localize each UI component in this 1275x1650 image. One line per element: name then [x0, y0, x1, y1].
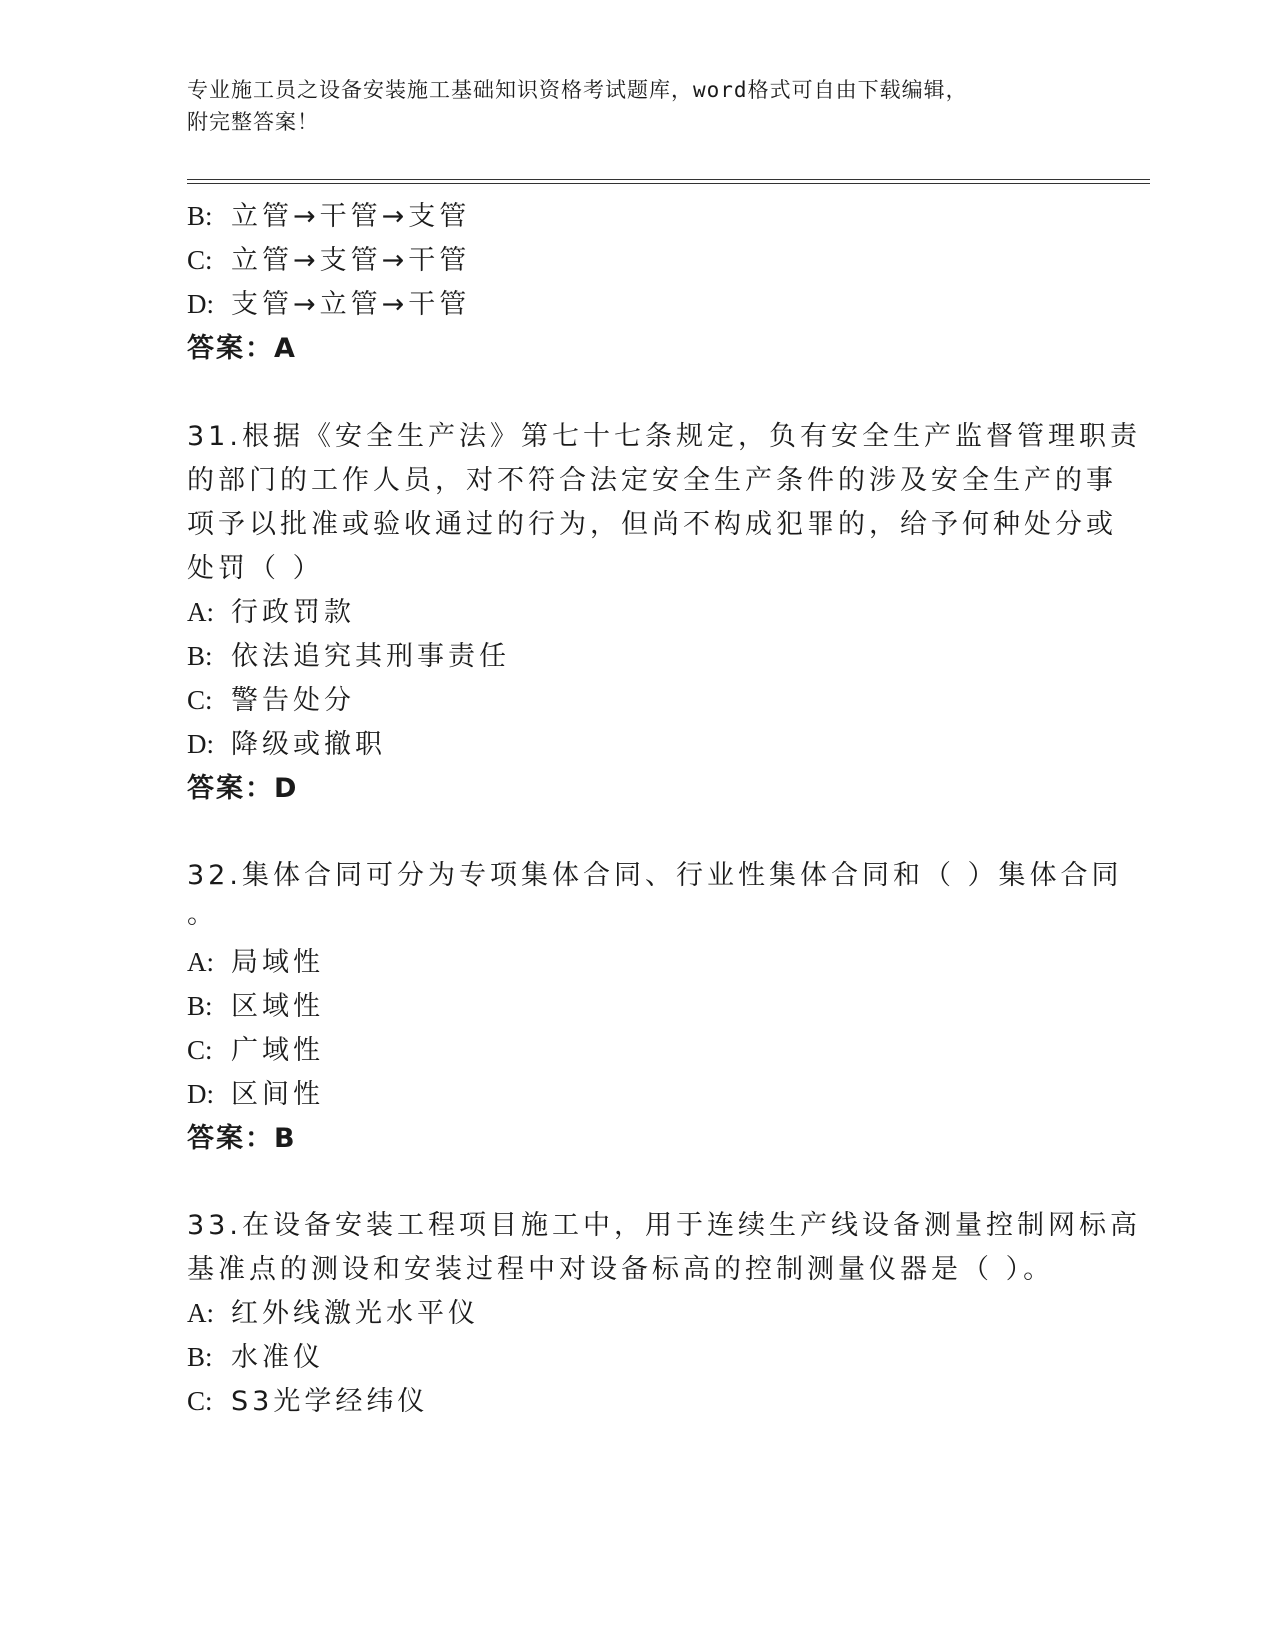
option-a	[187, 590, 355, 629]
option-b	[187, 634, 510, 673]
option-letter: A:	[187, 597, 214, 627]
option-letter: D:	[187, 1079, 214, 1109]
option-b	[187, 194, 470, 233]
option-letter: C:	[187, 245, 213, 275]
answer-line: 答案：B	[187, 1123, 297, 1154]
option-text: S3光学经纬仪	[231, 1386, 429, 1417]
option-text: 依法追究其刑事责任	[231, 641, 510, 672]
option-letter: A:	[187, 1298, 214, 1328]
option-text: 局域性	[231, 947, 324, 978]
option-text: 行政罚款	[231, 597, 355, 628]
option-letter: A:	[187, 947, 214, 977]
option-text: 支管→立管→干管	[231, 289, 471, 320]
question-32-line-2: 。	[187, 899, 218, 930]
option-letter: D:	[187, 729, 214, 759]
question-32-line-1: 32.集体合同可分为专项集体合同、行业性集体合同和（ ）集体合同	[187, 860, 1123, 891]
option-c	[187, 1379, 428, 1418]
option-b	[187, 984, 324, 1023]
option-letter: D:	[187, 289, 214, 319]
header-line-1: 专业施工员之设备安装施工基础知识资格考试题库，word格式可自由下载编辑，	[187, 78, 968, 102]
option-text: 红外线激光水平仪	[231, 1298, 479, 1329]
option-text: 区间性	[231, 1079, 324, 1110]
answer-line: 答案：D	[187, 773, 299, 804]
header-divider-bottom	[187, 183, 1150, 184]
question-31-line-3: 项予以批准或验收通过的行为，但尚不构成犯罪的，给予何种处分或	[187, 509, 1117, 540]
option-letter: B:	[187, 991, 213, 1021]
option-letter: B:	[187, 641, 213, 671]
option-a	[187, 1291, 479, 1330]
option-letter: C:	[187, 1386, 213, 1416]
option-text: 立管→支管→干管	[231, 245, 471, 276]
option-text: 区域性	[231, 991, 324, 1022]
option-text: 广域性	[231, 1035, 324, 1066]
option-c	[187, 678, 355, 717]
option-text: 降级或撤职	[231, 729, 386, 760]
option-d	[187, 282, 470, 321]
option-d	[187, 1072, 324, 1111]
question-33-line-2: 基准点的测设和安装过程中对设备标高的控制测量仪器是（ ）。	[187, 1254, 1055, 1285]
option-letter: C:	[187, 685, 213, 715]
option-b	[187, 1335, 324, 1374]
option-text: 立管→干管→支管	[231, 201, 471, 232]
header-line-2: 附完整答案！	[187, 110, 319, 134]
answer-line: 答案：A	[187, 333, 297, 364]
page-header	[187, 74, 1087, 138]
option-d	[187, 722, 386, 761]
option-letter: C:	[187, 1035, 213, 1065]
header-divider-top	[187, 179, 1150, 180]
option-text: 水准仪	[231, 1342, 324, 1373]
question-31-line-1: 31.根据《安全生产法》第七十七条规定，负有安全生产监督管理职责	[187, 421, 1141, 452]
option-letter: B:	[187, 1342, 213, 1372]
option-c	[187, 238, 470, 277]
option-c	[187, 1028, 324, 1067]
question-31-line-4: 处罚（ ）	[187, 553, 324, 584]
option-letter: B:	[187, 201, 213, 231]
question-33-line-1: 33.在设备安装工程项目施工中，用于连续生产线设备测量控制网标高	[187, 1210, 1141, 1241]
option-a	[187, 940, 324, 979]
option-text: 警告处分	[231, 685, 355, 716]
question-31-line-2: 的部门的工作人员，对不符合法定安全生产条件的涉及安全生产的事	[187, 465, 1117, 496]
